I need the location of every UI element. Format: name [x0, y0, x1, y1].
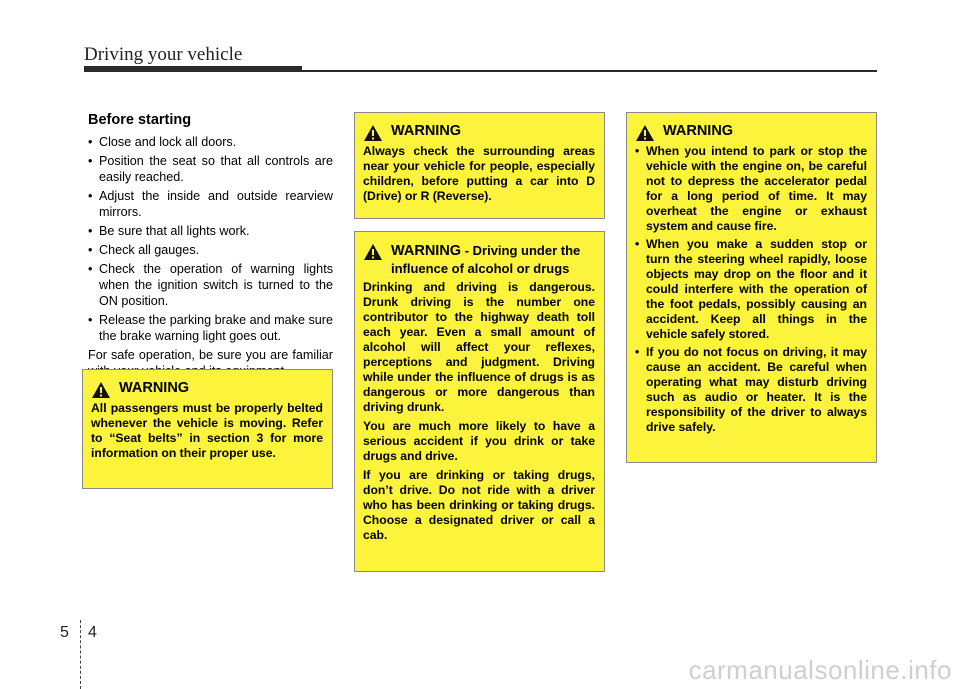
list-item: • Check all gauges.	[88, 242, 333, 258]
list-item: • Position the seat so that all controls are easily reached.	[88, 153, 333, 185]
warning-title: WARNING	[663, 123, 734, 139]
list-item: • When you intend to park or stop the vehicle with the engine on, be careful not to depress the accelerator pedal for a long period of time. It may overheat the engine or exhaust system and cause fire.	[635, 144, 867, 234]
warning-triangle-icon	[363, 243, 383, 261]
warning-title: WARNING	[119, 380, 190, 396]
warning-title: WARNING	[391, 123, 462, 139]
list-item: • Check the operation of warning lights when the ignition switch is turned to the ON position.	[88, 261, 333, 309]
header-rule-thick	[84, 66, 302, 72]
warning-title-main: WARNING	[391, 243, 462, 259]
warning-triangle-icon	[363, 124, 383, 142]
warning-triangle-icon	[91, 381, 111, 399]
warning-box-surrounding	[354, 112, 605, 219]
warning-paragraph: You are much more likely to have a serious accident if you drink or take drugs and drive.	[363, 419, 595, 463]
warning-paragraph: If you are drinking or taking drugs, don’t drive. Do not ride with a driver who has been drinking or taking drugs. Choose a designated driver or call a cab.	[363, 468, 595, 542]
header-rule-thin	[302, 70, 877, 72]
list-item: • Be sure that all lights work.	[88, 223, 333, 239]
list-item: • Close and lock all doors.	[88, 134, 333, 150]
list-item: • When you make a sudden stop or turn the steering wheel rapidly, loose objects may drop on the floor and it could interfere with the operation of the foot pedals, possibly causing an accident. Keep all things in the vehicle safely stored.	[635, 237, 867, 342]
warning-triangle-icon	[635, 124, 655, 142]
section-title: Before starting	[88, 112, 192, 128]
warning-subtitle: - Driving under the influence of alcohol or drugs	[391, 243, 581, 276]
list-item: • Release the parking brake and make sure the brake warning light goes out.	[88, 312, 333, 344]
safety-note: For safe operation, be sure you are familiar	[88, 348, 333, 362]
page-header-title: Driving your vehicle	[84, 44, 243, 65]
warning-box-parking	[626, 112, 877, 463]
warning-title	[391, 242, 595, 278]
warning-list	[635, 144, 867, 435]
warning-box-alcohol	[354, 231, 605, 572]
list-item: • If you do not focus on driving, it may cause an accident. Be careful when operating what may disturb driving such as audio or heater. It is the responsibility of the driver to always drive safely.	[635, 345, 867, 435]
warning-text: All passengers must be properly belted whenever the vehicle is moving. Refer to “Seat belts” in section 3 for more information on their proper use.	[91, 401, 323, 460]
before-starting-section	[88, 112, 333, 379]
section-number: 5	[60, 624, 69, 641]
checklist	[88, 134, 333, 344]
watermark: carmanualsonline.info	[688, 655, 952, 685]
warning-box-seatbelts	[82, 369, 333, 489]
warning-text: Always check the surrounding areas near your vehicle for people, especially children, before putting a car into D (Drive) or R (Reverse).	[363, 144, 595, 203]
page-number: 4	[88, 624, 97, 641]
page-number-divider	[80, 620, 81, 689]
list-item: • Adjust the inside and outside rearview mirrors.	[88, 188, 333, 220]
warning-paragraph: Drinking and driving is dangerous. Drunk driving is the number one contributor to the highway death toll each year. Even a small amount of alcohol will affect your reflexes, perceptions and judgment. Driving while under the influence of drugs is as dangerous or more dangerous than driving drunk.	[363, 280, 595, 414]
